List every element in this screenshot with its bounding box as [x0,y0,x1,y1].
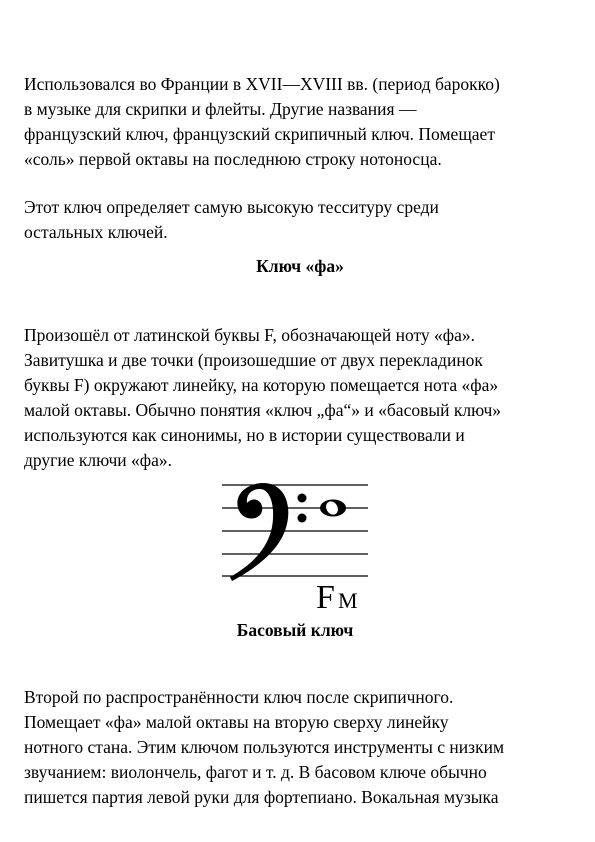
heading-fa-clef: Ключ «фа» [256,256,344,276]
text-line: пишется партия левой руки для фортепиано. Вокальная музыка [24,787,499,807]
bass-clef-icon [230,483,307,581]
text-line: буквы F) окружают линейку, на которую помещается нота «фа» [24,375,499,395]
text-line: Второй по распространённости ключ после скрипичного. [24,687,454,707]
bass-clef-staff-figure [220,478,370,614]
note-label-letter: F [316,579,335,614]
text-line: остальных ключей. [24,222,168,242]
text-line: малой октавы. Обычно понятия «ключ „фа“» и «басовый ключ» [24,400,502,420]
paragraph-fa-origin [24,323,576,473]
text-line: Использовался во Франции в XVII—XVIII вв. (период барокко) [24,74,500,94]
clef-dot-upper [298,494,307,503]
text-line: в музыке для скрипки и флейты. Другие названия — [24,99,417,119]
paragraph-french-clef [24,72,576,172]
text-line: Произошёл от латинской буквы F, обозначающей ноту «фа». [24,325,476,345]
paragraph-bass-clef [24,685,576,810]
paragraph-tessitura [24,195,576,245]
text-line: Завитушка и две точки (произошедшие от двух перекладинок [24,350,483,370]
text-line: другие ключи «фа». [24,450,173,470]
text-line: звучанием: виолончель, фагот и т. д. В басовом ключе обычно [24,762,487,782]
heading-bass-clef: Басовый ключ [236,620,354,640]
text-line: Этот ключ определяет самую высокую тесситуру среди [24,197,439,217]
whole-note-icon [320,499,346,517]
text-line: нотного стана. Этим ключом пользуются инструменты с низким [24,737,505,757]
text-line: «соль» первой октавы на последнюю строку нотоносца. [24,149,442,169]
text-line: используются как синонимы, но в истории существовали и [24,425,465,445]
text-line: французский ключ, французский скрипичный ключ. Помещает [24,124,495,144]
clef-dot-lower [298,514,307,523]
text-line: Помещает «фа» малой октавы на вторую сверху линейку [24,712,449,732]
note-label-subscript: М [338,588,358,613]
